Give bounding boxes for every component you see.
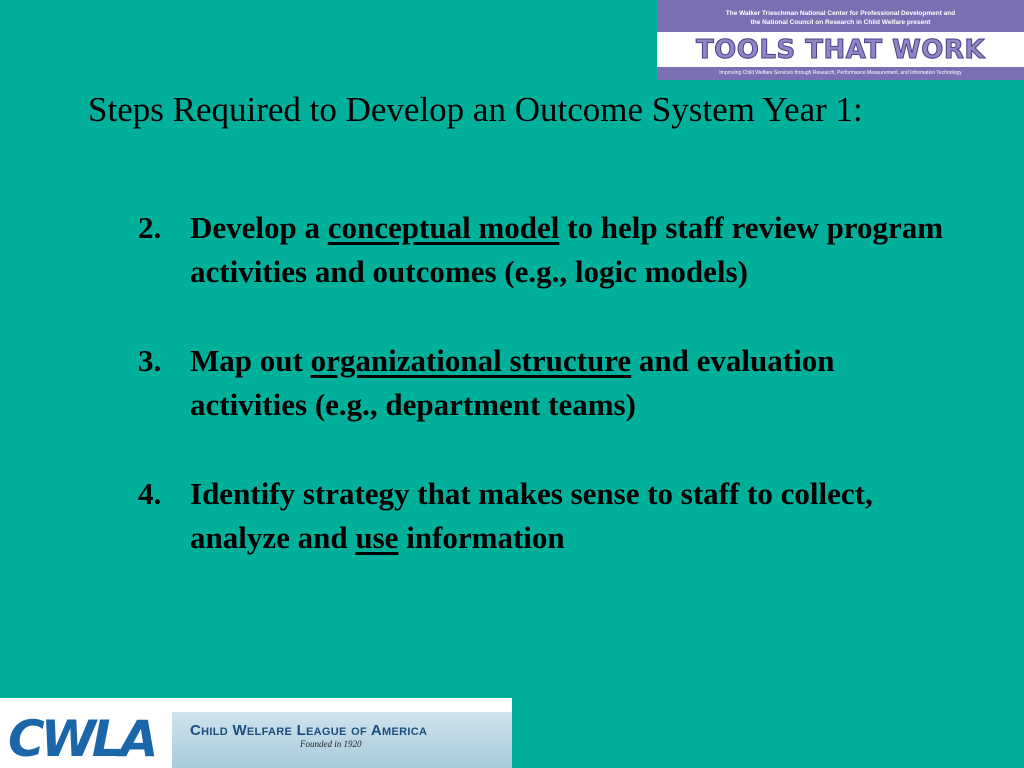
step-number: 3. bbox=[138, 343, 162, 378]
step-emphasis: use bbox=[355, 520, 399, 555]
banner-header bbox=[657, 0, 1024, 32]
step-text-after: to help staff review program activities and outcomes (e.g., logic models) bbox=[190, 210, 944, 289]
step-text-before: Develop a bbox=[190, 210, 328, 245]
step-emphasis: conceptual model bbox=[327, 210, 560, 245]
step-text-after: information bbox=[398, 520, 565, 555]
cwla-logo-mark: CWLA bbox=[8, 710, 155, 768]
cwla-name-band bbox=[172, 712, 512, 768]
banner-subtitle: Improving Child Welfare Services through Research, Performance Measurement, and Information Technology bbox=[657, 67, 1024, 80]
org-name: Child Welfare League of America bbox=[190, 722, 428, 739]
banner-title: TOOLS THAT WORK bbox=[695, 34, 986, 65]
step-text-before: Identify strategy that makes sense to staff to collect, analyze and bbox=[190, 476, 873, 555]
cwla-logo bbox=[0, 698, 512, 768]
step-item bbox=[138, 472, 958, 560]
step-item bbox=[138, 339, 958, 427]
step-text bbox=[190, 339, 958, 427]
founded-text: Founded in 1920 bbox=[300, 739, 362, 749]
step-text bbox=[190, 206, 958, 294]
step-number: 2. bbox=[138, 210, 162, 245]
step-number: 4. bbox=[138, 476, 162, 511]
banner-top-line1: The Walker Trieschman National Center for Professional Development and bbox=[725, 10, 956, 17]
step-emphasis: organizational structure bbox=[310, 343, 632, 378]
steps-list bbox=[138, 206, 958, 605]
step-text-before: Map out bbox=[190, 343, 311, 378]
step-text-after: and evaluation activities (e.g., department teams) bbox=[190, 343, 835, 422]
banner-top-line2: the National Council on Research in Child Welfare present bbox=[750, 19, 931, 26]
slide-title: Steps Required to Develop an Outcome System Year 1: bbox=[88, 90, 863, 129]
step-text bbox=[190, 472, 958, 560]
tools-that-work-banner bbox=[657, 0, 1024, 80]
step-item bbox=[138, 206, 958, 294]
